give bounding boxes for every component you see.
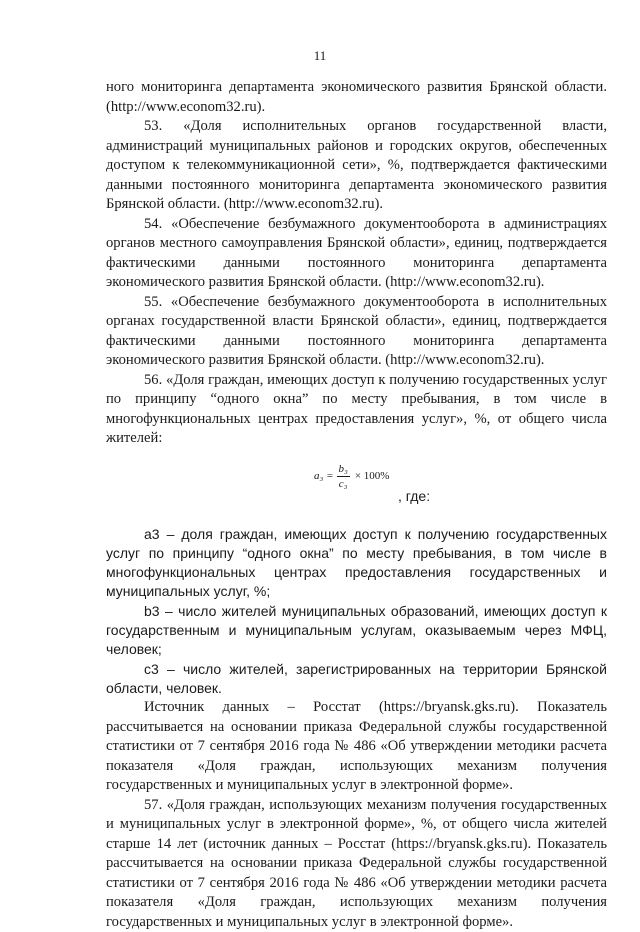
paragraph-56: 56. «Доля граждан, имеющих доступ к получению государственных услуг по принципу “одного окна” по месту пребывания, в том числе в многофункциональных центрах предоставления услуг», %, от общего числа жителей: bbox=[106, 371, 607, 446]
formula-lhs: a₃ = bbox=[314, 469, 334, 482]
variable-c3: с3 – число жителей, зарегистрированных на территории Брянской области, человек. bbox=[106, 660, 607, 696]
formula-a3 bbox=[106, 457, 607, 515]
variable-a3: а3 – доля граждан, имеющих доступ к получению государственных услуг по принципу “одного окна” по месту пребывания, в том числе в многофункциональных центрах предоставления государственных и муниципальных услуг, %; bbox=[106, 525, 607, 600]
paragraph-55: 55. «Обеспечение безбумажного документооборота в исполнительных органах государственной власти Брянской области», единиц, подтверждается фактическими данными постоянного мониторинга департамента экономического развития Брянской области. (http://www.econom32.ru). bbox=[106, 293, 607, 368]
paragraph-continuation: ного мониторинга департамента экономического развития Брянской области. (http://www.econom32.ru). bbox=[106, 79, 607, 115]
formula-expression bbox=[314, 457, 389, 497]
page-number: 11 bbox=[313, 48, 327, 63]
paragraph-source: Источник данных – Росстат (https://bryansk.gks.ru). Показатель рассчитывается на основании приказа Федеральной службы государственной статистики от 7 сентября 2016 года № 486 «Об утверждении методики расчета показателя «Доля граждан, использующих механизм получения государственных и муниципальных услуг в электронной форме». bbox=[106, 699, 607, 794]
paragraph-53: 53. «Доля исполнительных органов государственной власти, администраций муниципальных районов и городских округов, обеспеченных доступом к телекоммуникационной сети», %, подтверждается фактическими данными постоянного мониторинга департамента экономического развития Брянской области. (http://www.econom32.ru). bbox=[106, 118, 607, 212]
variable-definitions bbox=[106, 525, 607, 699]
formula-fraction bbox=[337, 462, 350, 491]
document-body bbox=[106, 78, 607, 932]
formula-denominator: c₃ bbox=[338, 478, 348, 490]
formula-where-label: , где: bbox=[398, 487, 431, 504]
variable-b3: b3 – число жителей муниципальных образований, имеющих доступ к государственным и муниципальным услугам, оказываемым через МФЦ, человек; bbox=[106, 602, 607, 658]
paragraph-57: 57. «Доля граждан, использующих механизм получения государственных и муниципальных услуг в электронной форме», %, от общего числа жителей старше 14 лет (источник данных – Росстат (https://bryansk.gks.ru). Показатель рассчитывается на основании приказа Федеральной службы государственной статистики от 7 сентября 2016 года № 486 «Об утверждении методики расчета показателя «Доля граждан, использующих механизм получения государственных и муниципальных услуг в электронной форме». bbox=[106, 796, 607, 930]
formula-multiplier: × 100% bbox=[354, 469, 390, 482]
formula-numerator: b₃ bbox=[338, 463, 348, 475]
paragraph-54: 54. «Обеспечение безбумажного документооборота в администрациях органов местного самоуправления Брянской области», единиц, подтверждается фактическими данными постоянного мониторинга департамента экономического развития Брянской области. (http://www.econom32.ru). bbox=[106, 215, 607, 290]
